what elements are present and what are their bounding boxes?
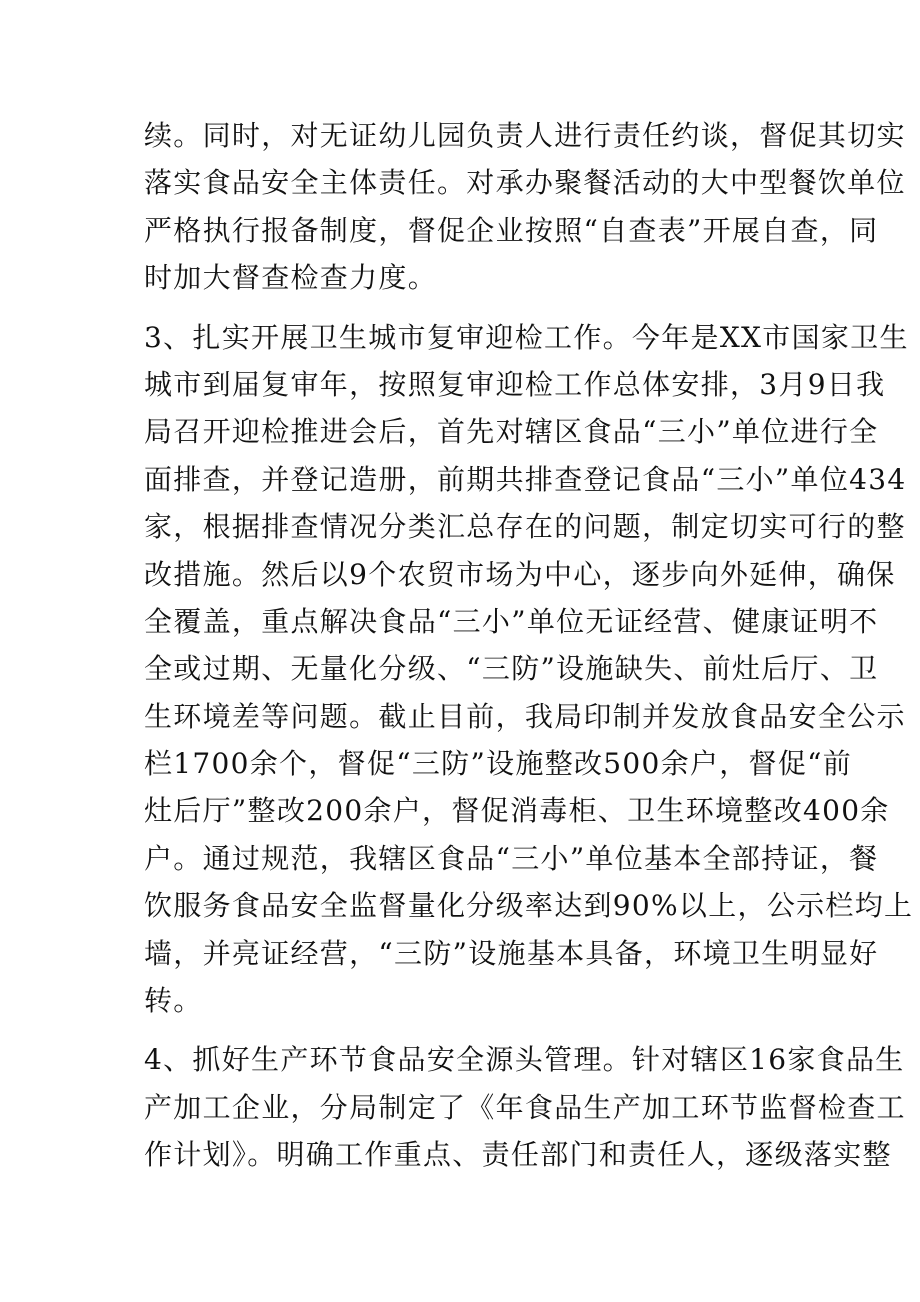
text-line: 墙，并亮证经营，“三防”设施基本具备，环境卫生明显好 bbox=[144, 936, 879, 970]
text-line: 局召开迎检推进会后，首先对辖区食品“三小”单位进行全 bbox=[144, 415, 879, 449]
paragraph-4-production-source-management bbox=[144, 1036, 906, 1178]
text-line: 饮服务食品安全监督量化分级率达到90%以上，公示栏均上 bbox=[144, 889, 914, 923]
paragraph-spacer bbox=[144, 302, 784, 314]
text-line: 3、扎实开展卫生城市复审迎检工作。今年是XX市国家卫生 bbox=[144, 320, 909, 354]
paragraph-3-sanitary-city-review bbox=[144, 314, 914, 1025]
text-line: 灶后厅”整改200余户，督促消毒柜、卫生环境整改400余 bbox=[144, 794, 890, 828]
text-line: 时加大督查检查力度。 bbox=[144, 261, 438, 295]
text-line: 全或过期、无量化分级、“三防”设施缺失、前灶后厅、卫 bbox=[144, 652, 879, 686]
text-line: 全覆盖，重点解决食品“三小”单位无证经营、健康证明不 bbox=[144, 604, 879, 638]
text-line: 续。同时，对无证幼儿园负责人进行责任约谈，督促其切实 bbox=[144, 119, 906, 152]
text-line: 家，根据排查情况分类汇总存在的问题，制定切实可行的整 bbox=[144, 510, 906, 544]
text-line: 产加工企业，分局制定了《年食品生产加工环节监督检查工 bbox=[144, 1090, 906, 1124]
text-line: 落实食品安全主体责任。对承办聚餐活动的大中型餐饮单位 bbox=[144, 166, 906, 200]
text-line: 户。通过规范，我辖区食品“三小”单位基本全部持证，餐 bbox=[144, 841, 879, 875]
document-body bbox=[144, 112, 914, 1179]
text-line: 作计划》。明确工作重点、责任部门和责任人，逐级落实整 bbox=[144, 1138, 892, 1172]
paragraph-spacer bbox=[144, 1024, 784, 1036]
text-line: 改措施。然后以9个农贸市场为中心，逐步向外延伸，确保 bbox=[144, 557, 896, 591]
text-line: 转。 bbox=[144, 984, 203, 1018]
text-line: 4、抓好生产环节食品安全源头管理。针对辖区16家食品生 bbox=[144, 1043, 905, 1077]
text-line: 严格执行报备制度，督促企业按照“自查表”开展自查，同 bbox=[144, 213, 879, 247]
text-line: 栏1700余个，督促“三防”设施整改500余户，督促“前 bbox=[144, 747, 853, 781]
paragraph-continuation bbox=[144, 112, 906, 302]
text-line: 城市到届复审年，按照复审迎检工作总体安排，3月9日我 bbox=[144, 367, 886, 401]
text-line: 面排查，并登记造册，前期共排查登记食品“三小”单位434 bbox=[144, 462, 907, 496]
text-line: 生环境差等问题。截止目前，我局印制并发放食品安全公示 bbox=[144, 699, 906, 733]
